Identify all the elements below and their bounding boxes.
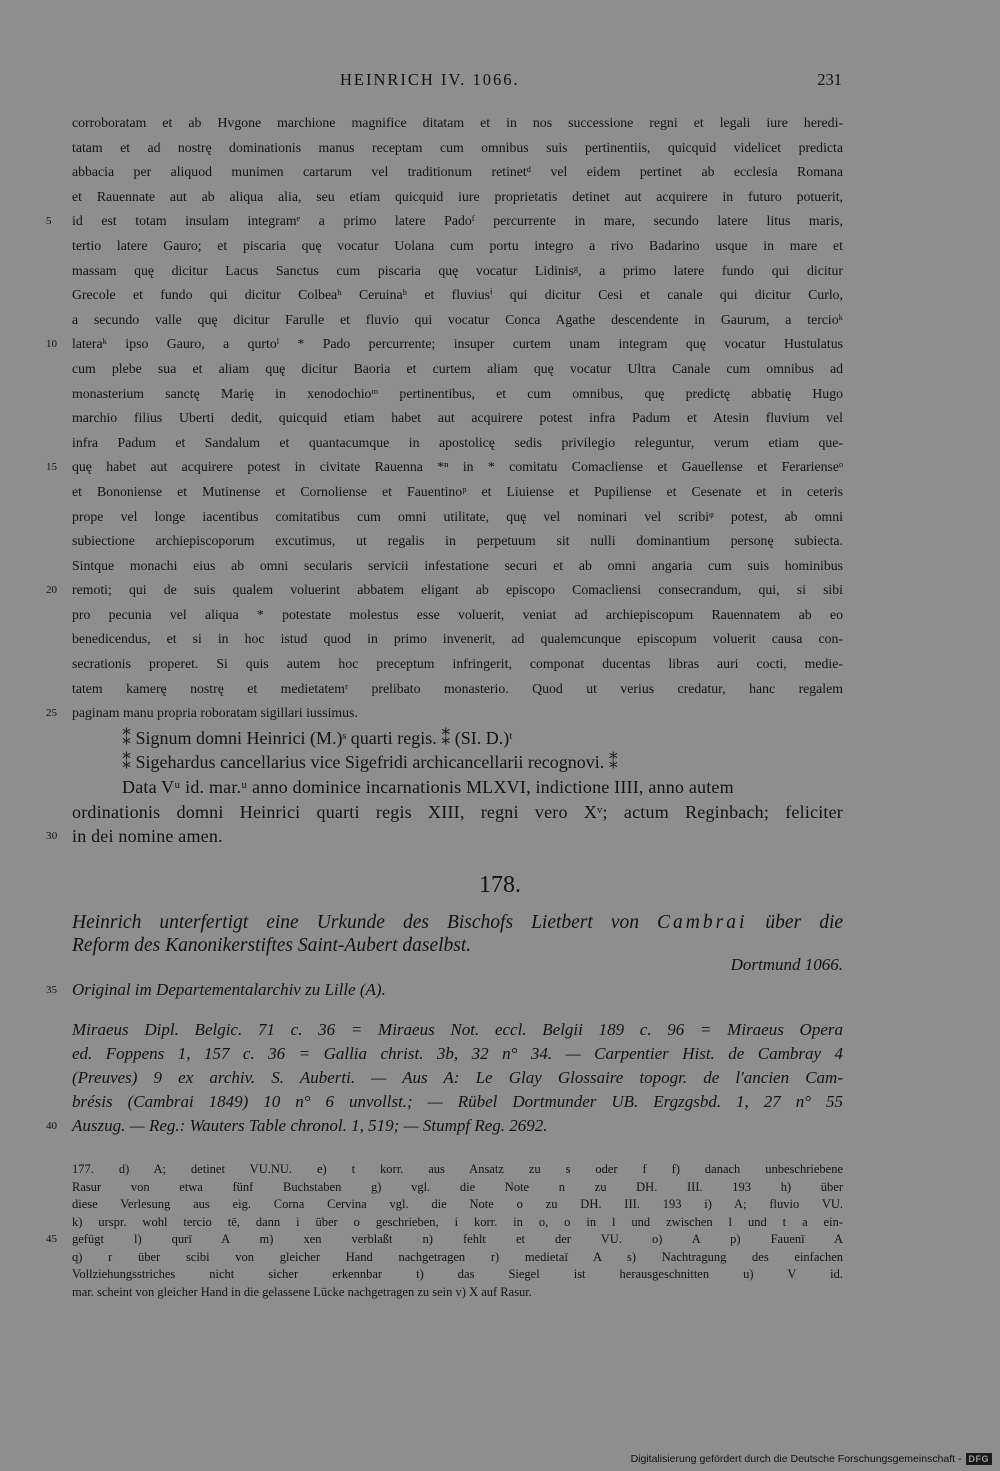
- running-title: HEINRICH IV. 1066.: [340, 70, 520, 89]
- charter-line: [72, 480, 843, 505]
- charter-line-text: monasterium sanctę Marię in xenodochioᵐ pertinentibus, et cum omnibus, quę predictę abbatię Hugo: [72, 385, 843, 401]
- charter-line: [72, 529, 843, 554]
- charter-line-text: a secundo valle quę dicitur Farulle et fluvio qui vocatur Conca Agathe descendente in Gaurum, a tercioᵏ: [72, 311, 843, 327]
- charter-line: [72, 627, 843, 652]
- charter-line-text: ordinationis domni Heinrici quarti regis XIII, regni vero Xᵛ; actum Reginbach; feliciter: [72, 801, 843, 822]
- note-line: [72, 1196, 843, 1214]
- place-date: Dortmund 1066.: [730, 955, 843, 974]
- charter-line: [72, 652, 843, 677]
- line-number: 25: [46, 707, 57, 720]
- line-number: 5: [46, 215, 52, 228]
- literature-line: [72, 1018, 843, 1042]
- dfg-logo-icon: DFG: [966, 1453, 993, 1465]
- line-number: 15: [46, 461, 57, 474]
- literature-line: [72, 1066, 843, 1090]
- charter-line-text: tertio latere Gauro; et piscaria quę vocatur Uolana cum portu integro a rivo Badarino usque in mare et: [72, 237, 843, 253]
- charter-line-text: pro pecunia vel aliqua * potestate molestus esse voluerit, veniat ad archiepiscopum Rauennatem ab eo: [72, 606, 843, 622]
- line-number: 30: [46, 830, 58, 843]
- tradition-line-text: Original im Departementalarchiv zu Lille (A).: [72, 980, 386, 999]
- charter-line: [72, 283, 843, 308]
- regest-line-2: Reform des Kanonikerstiftes Saint-Aubert daselbst.: [72, 935, 472, 956]
- charter-line: [72, 775, 843, 800]
- note-line-text: k) urspr. wohl tercio tē, dann i über o geschrieben, i korr. in o, o in l und zwischen l und t a ein-: [72, 1214, 843, 1229]
- charter-line: [72, 234, 843, 259]
- footnotes: [46, 1161, 843, 1301]
- line-number: 10: [46, 338, 57, 351]
- line-number: 20: [46, 584, 57, 597]
- regest-text-1: Heinrich unterfertigt eine Urkunde des Bischofs Lietbert von: [72, 912, 639, 933]
- literature-line-text: (Preuves) 9 ex archiv. S. Auberti. — Aus A: Le Glay Glossaire topogr. de l'ancien Cam-: [72, 1068, 843, 1087]
- literature-line: [72, 1042, 843, 1066]
- charter-line: [72, 160, 843, 185]
- charter-line-text: massam quę dicitur Lacus Sanctus cum piscaria quę vocatur Lidinisᵍ, a primo latere fundo qui dicitur: [72, 262, 843, 278]
- charter-line-text: in dei nomine amen.: [72, 826, 223, 847]
- note-line-text: gefügt l) qurī A m) xen verblaßt n) fehlt et der VU. o) A p) Fauenī A: [72, 1232, 843, 1246]
- charter-line-text: et Bononiense et Mutinense et Cornoliense et Fauentinoᵖ et Liuiense et Pupiliense et Cesenate et in ceteris: [72, 483, 843, 499]
- regest-line-1: [72, 911, 843, 934]
- charter-line: [72, 726, 843, 751]
- tradition-line: [46, 978, 843, 1002]
- charter-line: [72, 406, 843, 431]
- charter-line: [72, 382, 843, 407]
- charter-line: [46, 578, 843, 603]
- literature-line: [46, 1114, 843, 1138]
- charter-line: [72, 431, 843, 456]
- note-line: [72, 1214, 843, 1232]
- charter-line-text: benedicendus, et si in hoc istud quod in primo invenerit, ad qualemcunque episcopum voluerit causa con-: [72, 631, 843, 647]
- charter-line: [72, 677, 843, 702]
- tradition: [46, 978, 843, 1002]
- charter-line-text: Grecole et fundo qui dicitur Colbeaʰ Ceruinaʰ et fluviusⁱ qui dicitur Cesi et canale qui dicitur Curlo,: [72, 287, 843, 303]
- note-line: [46, 1231, 843, 1249]
- note-line-text: Rasur von etwa fünf Buchstaben g) vgl. die Note n zu DH. III. 193 h) über: [72, 1179, 843, 1194]
- literature-line-text: Miraeus Dipl. Belgic. 71 c. 36 = Miraeus Not. eccl. Belgii 189 c. 96 = Miraeus Opera: [72, 1020, 843, 1039]
- charter-line: [46, 455, 843, 480]
- charter-line: [72, 136, 843, 161]
- note-line: [72, 1266, 843, 1284]
- charter-line: [72, 554, 843, 579]
- literature: [46, 1018, 843, 1138]
- footer: [631, 1453, 992, 1465]
- charter-line-text: tatam et ad nostrę dominationis manus receptam cum omnibus suis pertinentiis, quicquid videlicet predicta: [72, 139, 843, 155]
- charter-line: [46, 824, 843, 849]
- line-number: 35: [46, 984, 57, 996]
- note-line: [72, 1161, 843, 1179]
- charter-line-text: ⁑ Sigehardus cancellarius vice Sigefridi archicancellarii recognovi. ⁑: [122, 752, 618, 773]
- charter-line: [46, 209, 843, 234]
- note-line: [72, 1284, 843, 1302]
- charter-line: [72, 111, 843, 136]
- line-number: 45: [46, 1233, 57, 1245]
- charter-line: [46, 332, 843, 357]
- note-line: [72, 1249, 843, 1267]
- charter-line: [72, 603, 843, 628]
- charter-line: [72, 185, 843, 210]
- charter-line-text: cum plebe sua et aliam quę dicitur Baoria et curtem aliam quę vocatur Ultra Canale cum omnibus ad: [72, 360, 843, 376]
- charter-line-text: prope vel longe iacentibus comitatibus cum omni utilitate, quę vel nominari vel scribiᵠ potest, ab omni: [72, 508, 843, 524]
- literature-line-text: brésis (Cambrai 1849) 10 n° 6 unvollst.; — Rübel Dortmunder UB. Ergzgsbd. 1, 27 n° 55: [72, 1092, 843, 1111]
- note-line: [72, 1179, 843, 1197]
- literature-line: [72, 1090, 843, 1114]
- charter-line: [72, 259, 843, 284]
- charter-line: [72, 505, 843, 530]
- line-number: 40: [46, 1120, 57, 1132]
- charter-line-text: id est totam insulam integramᵉ a primo latere Padoᶠ percurrente in mare, secundo latere litus maris,: [72, 213, 843, 229]
- charter-line-text: subiectione archiepiscoporum excutimus, ut regalis in perpetuum sit nulli dominantium personę subiecta.: [72, 533, 843, 549]
- charter-text: [46, 111, 843, 849]
- footer-text: Digitalisierung gefördert durch die Deutsche Forschungsgemeinschaft -: [630, 1453, 962, 1465]
- charter-line: [46, 701, 843, 726]
- charter-line: [72, 357, 843, 382]
- literature-line-text: ed. Foppens 1, 157 c. 36 = Gallia christ. 3b, 32 n° 34. — Carpentier Hist. de Cambray 4: [72, 1044, 843, 1063]
- note-line-text: Vollziehungsstriches nicht sicher erkennbar t) das Siegel ist herausgeschnitten u) V id.: [72, 1267, 843, 1281]
- charter-line-text: tatem kamerę nostrę et medietatemʳ prelibato monasterio. Quod ut verius credatur, hanc regalem: [72, 680, 843, 696]
- charter-line-text: infra Padum et Sandalum et quantacumque in apostolicę sedis privilegio releguntur, verum etiam que-: [72, 434, 843, 450]
- note-line-text: 177. d) A; detinet VU.NU. e) t korr. aus Ansatz zu s oder f f) danach unbeschriebene: [72, 1162, 843, 1176]
- charter-line-text: paginam manu propria roboratam sigillari iussimus.: [72, 705, 358, 721]
- regest-place: Cambrai: [657, 912, 748, 933]
- charter-line-text: et Rauennate aut ab aliqua alia, seu etiam quicquid iure proprietatis detinet aut acquirere in futuro potuerit,: [72, 188, 843, 204]
- charter-line-text: secrationis properet. Si quis autem hoc preceptum infringerit, componat ducentas libras auri cocti, medie-: [72, 656, 843, 672]
- charter-line: [72, 800, 843, 825]
- charter-line-text: remoti; qui de suis qualem voluerint abbatem eligant ab episcopo Comacliensi consecrandum, qui, si sibi: [72, 582, 843, 598]
- charter-line-text: Data Vᵘ id. mar.ᵘ anno dominice incarnationis MLXVI, indictione IIII, anno autem: [122, 777, 734, 798]
- running-header: [340, 70, 842, 90]
- document-number: 178.: [479, 872, 521, 898]
- charter-line-text: ⁑ Signum domni Heinrici (M.)ˢ quarti regis. ⁑ (SI. D.)ᵗ: [122, 727, 513, 748]
- charter-line: [72, 308, 843, 333]
- charter-line-text: corroboratam et ab Hvgone marchione magnifice ditatam et in nos successione regni et legali iure heredi-: [72, 115, 843, 130]
- note-line-text: mar. scheint von gleicher Hand in die gelassene Lücke nachgetragen zu sein v) X auf Rasur.: [72, 1284, 532, 1299]
- regest-text-2: über die: [765, 912, 844, 933]
- charter-line-text: Sintque monachi eius ab omni secularis servicii infestatione securi et ab omni angaria cum suis hominibus: [72, 557, 843, 573]
- charter-line: [72, 750, 843, 775]
- charter-line-text: marchio filius Uberti dedit, quicquid etiam habet aut acquirere potest infra Padum et Atesin fluvium vel: [72, 410, 843, 426]
- literature-line-text: Auszug. — Reg.: Wauters Table chronol. 1, 519; — Stumpf Reg. 2692.: [72, 1116, 548, 1135]
- regest: [72, 911, 843, 957]
- charter-line-text: abbacia per aliquod munimen cartarum vel traditionum retinetᵈ vel eidem pertinet ab ecclesia Romana: [72, 164, 843, 180]
- charter-line-text: quę habet aut acquirere potest in civitate Rauenna *ⁿ in * comitatu Comacliense et Gauellense et Ferarienseᵒ: [72, 459, 843, 475]
- note-line-text: diese Verlesung aus eig. Corna Cervina vgl. die Note o zu DH. III. 193 i) A; fluvio VU.: [72, 1197, 843, 1211]
- page-number: 231: [817, 70, 842, 89]
- note-line-text: q) r über scibi von gleicher Hand nachgetragen r) medietaī A s) Nachtragung des einfachen: [72, 1249, 843, 1264]
- charter-line-text: lateraᵏ ipso Gauro, a qurtoˡ * Pado percurrente; insuper curtem unam integram quę vocatur Hustulatus: [72, 336, 843, 352]
